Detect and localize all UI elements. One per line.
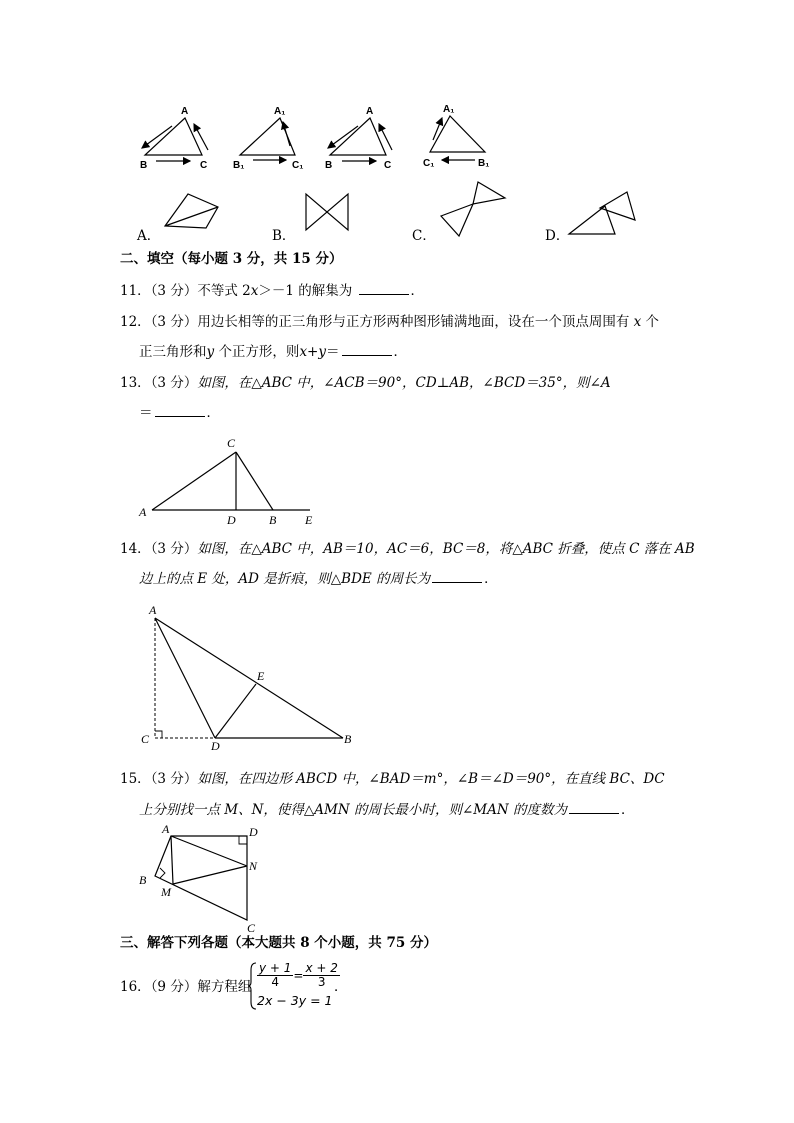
q14-fold-figure	[135, 600, 360, 755]
q15-number: 15．	[120, 771, 151, 787]
q12-var-y: y	[206, 344, 215, 360]
q16-eq1-rhs-num: x + 2	[305, 961, 338, 975]
q12-period: ．	[393, 344, 407, 360]
q11-text-a: 不等式 2	[197, 283, 251, 299]
q14-answer-blank[interactable]	[432, 570, 482, 583]
q14-label-a: A	[149, 603, 157, 617]
question-15-line-2	[139, 801, 634, 819]
question-12-line-2	[139, 343, 407, 361]
option-c-label[interactable]: C．	[412, 228, 436, 244]
label-c1: C₁	[292, 160, 304, 171]
triangle-abc-1	[140, 106, 208, 171]
q13-equals: ＝	[139, 405, 153, 421]
q14-score: （3 分）	[150, 541, 198, 557]
q14-number: 14．	[120, 541, 151, 557]
label-c: C	[200, 160, 208, 171]
label-b1: B₁	[233, 160, 245, 171]
q15-label-c: C	[247, 921, 256, 935]
q16-eq1-lhs-num: y + 1	[259, 961, 292, 975]
q11-period: ．	[410, 283, 425, 299]
q14-text-1: 如图，在△ABC 中，AB＝10，AC＝6，BC＝8，将△ABC 折叠，使点 C 落在 AB	[197, 541, 695, 557]
label-a: A	[181, 106, 189, 117]
q13-label-b: B	[269, 513, 277, 527]
q13-label-c: C	[227, 436, 236, 450]
question-14-line-1	[120, 540, 695, 558]
q12-answer-blank[interactable]	[342, 343, 392, 356]
q12-text-1: 用边长相等的正三角形与正方形两种图形铺满地面，设在一个顶点周围有	[197, 314, 630, 330]
question-13-line-1	[120, 374, 611, 392]
q11-number: 11．	[120, 283, 151, 299]
q16-score: （9 分）	[150, 979, 198, 995]
q13-period: ．	[206, 405, 220, 421]
q16-equation-1: $\frac{y + 1}{4}$ = $\frac{x + 2}{3}$	[259, 961, 338, 989]
q13-label-d: D	[227, 513, 236, 527]
q12-equals: ＝	[326, 344, 340, 360]
option-d-label[interactable]: D．	[545, 228, 570, 244]
q14-label-c: C	[141, 732, 150, 746]
q14-text-2: 边上的点 E 处，AD 是折痕，则△BDE 的周长为	[139, 571, 431, 587]
section-2-title: 二、填空（每小题 3 分，共 15 分）	[120, 251, 343, 267]
q16-eq1-lhs-den: 4	[271, 975, 280, 989]
question-16	[120, 978, 251, 996]
question-12-line-1	[120, 313, 659, 331]
q16-eq1-rhs-den: 3	[317, 975, 326, 989]
q12-var-x: x	[633, 314, 642, 330]
q15-label-m: M	[161, 885, 171, 899]
q13-score: （3 分）	[150, 375, 198, 391]
q11-text-b: ＞－1 的解集为	[258, 283, 353, 299]
q16-number: 16．	[120, 979, 151, 995]
q15-label-b: B	[139, 873, 147, 887]
label-b: B	[325, 160, 333, 171]
triangle-abc-2	[325, 106, 392, 171]
q11-var-x: x	[250, 283, 259, 299]
section-3-title: 三、解答下列各题（本大题共 8 个小题，共 75 分）	[120, 935, 437, 951]
q13-text-1: 如图，在△ABC 中，∠ACB＝90°，CD⊥AB，∠BCD＝35°，则∠A	[197, 375, 611, 391]
q12-text-1-end: 个	[645, 314, 660, 330]
q14-period: ．	[484, 571, 498, 587]
q16-period: ．	[334, 979, 348, 995]
q13-answer-blank[interactable]	[155, 404, 205, 417]
q13-triangle-figure	[135, 432, 325, 532]
q12-score: （3 分）	[150, 314, 198, 330]
triangle-a1c1b1	[423, 104, 489, 169]
option-c-figure	[433, 178, 513, 240]
question-15-line-1	[120, 770, 665, 788]
triangle-a1b1c1-1	[233, 106, 303, 171]
label-a1: A₁	[274, 106, 286, 117]
q15-label-d: D	[249, 825, 258, 839]
q15-answer-blank[interactable]	[569, 801, 619, 814]
question-14-line-2	[139, 570, 498, 588]
label-a1: A₁	[443, 104, 455, 115]
q15-period: ．	[620, 802, 635, 818]
q16-text: 解方程组	[197, 979, 252, 995]
option-b-figure	[300, 190, 355, 235]
label-b: B	[140, 160, 148, 171]
q15-label-a: A	[162, 822, 170, 836]
q15-label-n: N	[249, 859, 258, 873]
q12-expr: x+y	[299, 344, 326, 360]
question-13-line-2	[139, 404, 220, 422]
rotation-triangles-figure	[130, 100, 510, 175]
option-a-label[interactable]: A．	[137, 228, 161, 244]
q12-number: 12．	[120, 314, 151, 330]
q16-eq1-lhs	[257, 962, 293, 989]
q14-label-d: D	[211, 739, 220, 753]
q16-equation-2: 2x − 3y = 1	[257, 993, 333, 1008]
q15-text-1: 如图，在四边形 ABCD 中，∠BAD＝m°，∠B＝∠D＝90°，在直线 BC、DC	[197, 771, 665, 787]
label-c1: C₁	[423, 158, 435, 169]
label-b1: B₁	[478, 158, 490, 169]
q14-label-e: E	[257, 669, 265, 683]
q15-score: （3 分）	[150, 771, 198, 787]
q14-label-b: B	[344, 732, 352, 746]
q13-label-e: E	[305, 513, 313, 527]
q12-text-2a: 正三角形和	[139, 344, 207, 360]
question-11	[120, 282, 424, 300]
q15-quadrilateral-figure	[135, 820, 270, 935]
option-b-label[interactable]: B．	[272, 228, 296, 244]
q15-text-2: 上分别找一点 M、N，使得△AMN 的周长最小时，则∠MAN 的度数为	[139, 802, 567, 818]
q11-score: （3 分）	[150, 283, 198, 299]
option-a-figure	[160, 190, 225, 235]
q13-label-a: A	[139, 505, 147, 519]
q13-number: 13．	[120, 375, 151, 391]
label-a: A	[366, 106, 374, 117]
q12-text-2b: 个正方形，则	[218, 344, 300, 360]
option-d-figure	[565, 188, 640, 238]
label-c: C	[384, 160, 392, 171]
q11-answer-blank[interactable]	[359, 282, 409, 295]
